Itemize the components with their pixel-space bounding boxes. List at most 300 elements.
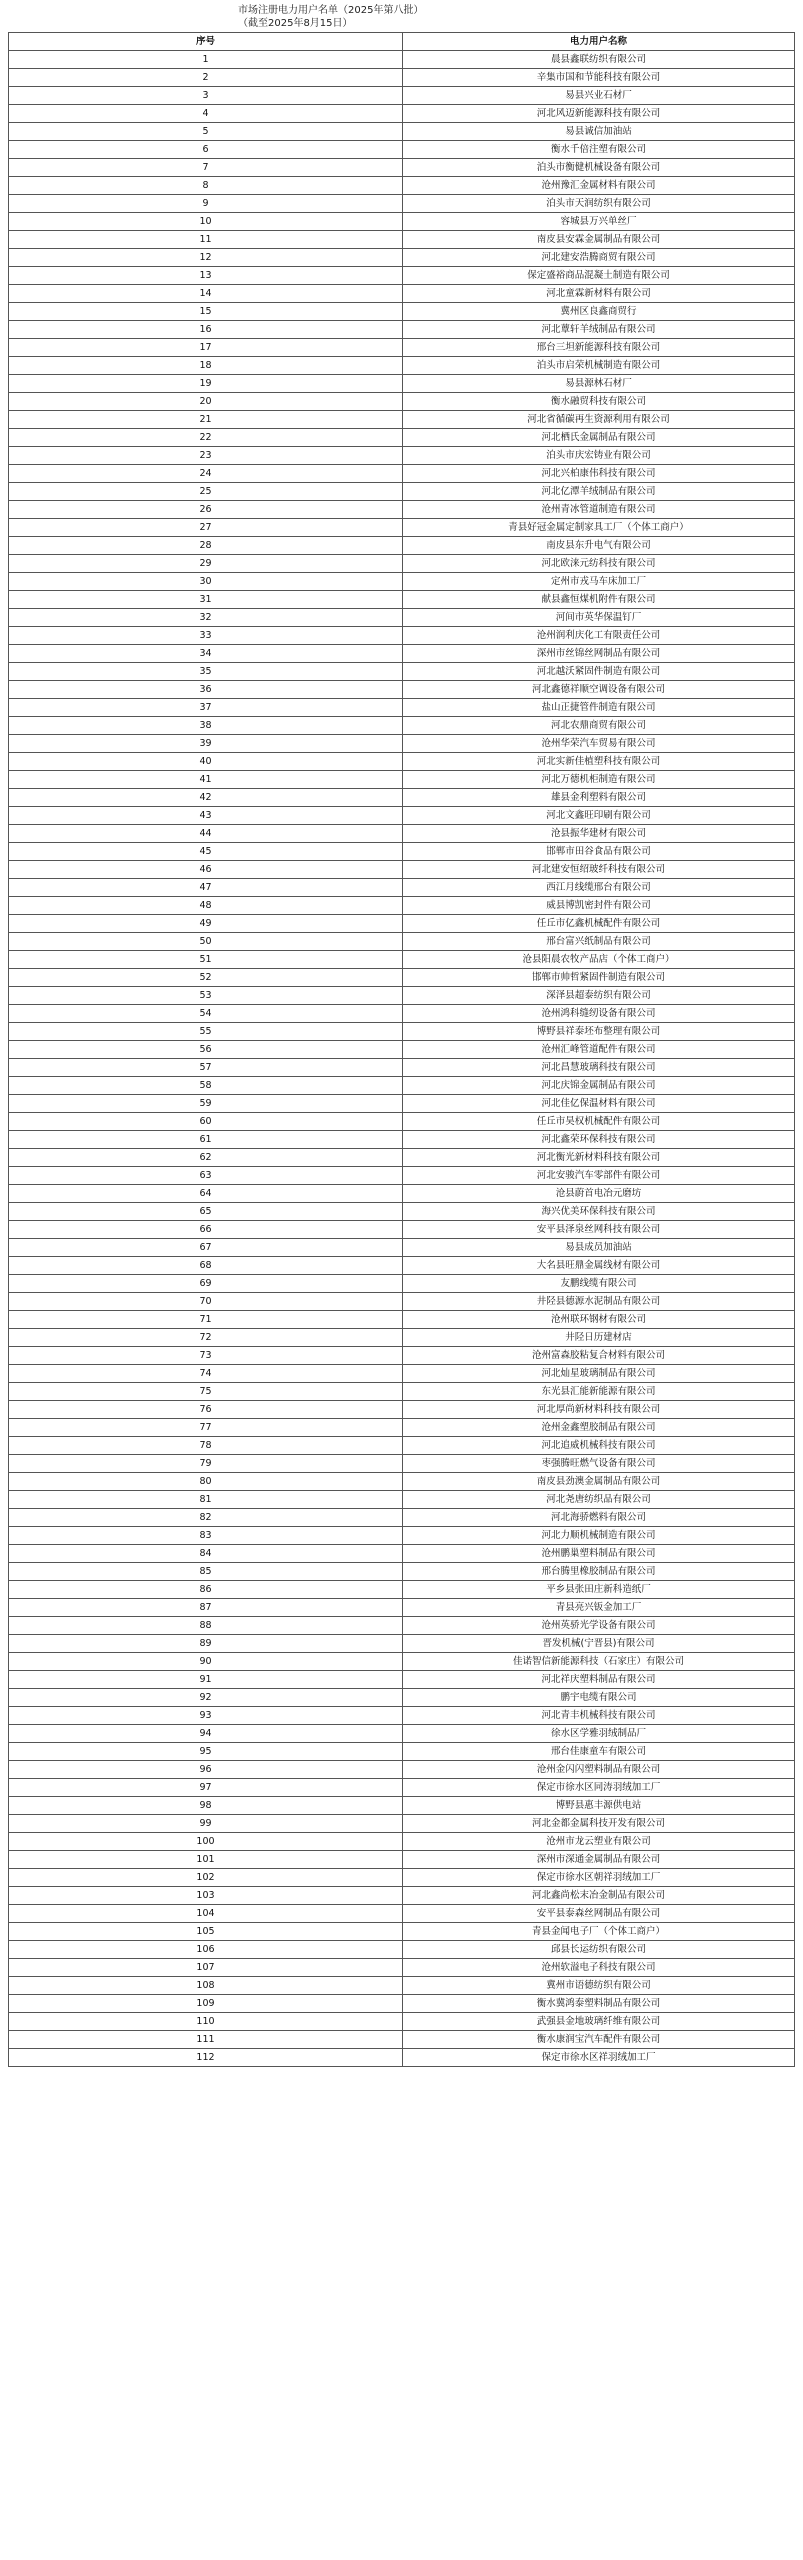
row-index: 44 <box>9 825 403 843</box>
row-index: 58 <box>9 1077 403 1095</box>
table-row <box>9 1095 795 1113</box>
table-row <box>9 231 795 249</box>
table-row <box>9 663 795 681</box>
row-index: 95 <box>9 1743 403 1761</box>
table-row <box>9 951 795 969</box>
table-row <box>9 1851 795 1869</box>
row-index: 24 <box>9 465 403 483</box>
table-row <box>9 519 795 537</box>
row-index: 34 <box>9 645 403 663</box>
row-user-name: 保定市徐水区朝祥羽绒加工厂 <box>403 1869 795 1887</box>
row-user-name: 任丘市昊权机械配件有限公司 <box>403 1113 795 1131</box>
table-row <box>9 1959 795 1977</box>
row-user-name: 邯郸市田谷食品有限公司 <box>403 843 795 861</box>
table-row <box>9 1041 795 1059</box>
row-index: 28 <box>9 537 403 555</box>
row-user-name: 青县好冠金属定制家具工厂（个体工商户） <box>403 519 795 537</box>
row-user-name: 河北衡光新材料科技有限公司 <box>403 1149 795 1167</box>
table-row <box>9 609 795 627</box>
row-index: 17 <box>9 339 403 357</box>
row-user-name: 邯郸市帅哲紧固件制造有限公司 <box>403 969 795 987</box>
row-index: 72 <box>9 1329 403 1347</box>
table-row <box>9 1365 795 1383</box>
row-user-name: 河北尧唐纺织品有限公司 <box>403 1491 795 1509</box>
table-row <box>9 537 795 555</box>
row-index: 21 <box>9 411 403 429</box>
table-row <box>9 1203 795 1221</box>
table-row <box>9 1689 795 1707</box>
table-row <box>9 447 795 465</box>
row-user-name: 河北风迈新能源科技有限公司 <box>403 105 795 123</box>
table-row <box>9 1671 795 1689</box>
table-row <box>9 1797 795 1815</box>
table-row <box>9 267 795 285</box>
row-user-name: 盐山正捷管件制造有限公司 <box>403 699 795 717</box>
row-user-name: 任丘市亿鑫机械配件有限公司 <box>403 915 795 933</box>
row-index: 16 <box>9 321 403 339</box>
row-index: 99 <box>9 1815 403 1833</box>
row-index: 4 <box>9 105 403 123</box>
row-index: 85 <box>9 1563 403 1581</box>
row-user-name: 河北童霖新材料有限公司 <box>403 285 795 303</box>
row-user-name: 南皮县安霖金属制品有限公司 <box>403 231 795 249</box>
table-row <box>9 1383 795 1401</box>
row-user-name: 深州市丝锦丝网制品有限公司 <box>403 645 795 663</box>
row-user-name: 河北文鑫旺印刷有限公司 <box>403 807 795 825</box>
row-user-name: 保定市徐水区祥羽绒加工厂 <box>403 2049 795 2067</box>
row-index: 25 <box>9 483 403 501</box>
table-row <box>9 861 795 879</box>
row-user-name: 沧州汇峰管道配件有限公司 <box>403 1041 795 1059</box>
table-row <box>9 51 795 69</box>
row-user-name: 南皮县劲澳金属制品有限公司 <box>403 1473 795 1491</box>
row-user-name: 沧州豫汇金属材料有限公司 <box>403 177 795 195</box>
row-index: 37 <box>9 699 403 717</box>
table-row <box>9 501 795 519</box>
row-index: 53 <box>9 987 403 1005</box>
row-user-name: 河北祥庆塑料制品有限公司 <box>403 1671 795 1689</box>
row-index: 61 <box>9 1131 403 1149</box>
column-header-index: 序号 <box>9 33 403 51</box>
row-user-name: 河北万德机柜制造有限公司 <box>403 771 795 789</box>
row-user-name: 冀州区良鑫商贸行 <box>403 303 795 321</box>
row-index: 46 <box>9 861 403 879</box>
row-index: 82 <box>9 1509 403 1527</box>
row-user-name: 河北佳亿保温材料有限公司 <box>403 1095 795 1113</box>
row-user-name: 青县金闻电子厂（个体工商户） <box>403 1923 795 1941</box>
row-index: 105 <box>9 1923 403 1941</box>
row-index: 97 <box>9 1779 403 1797</box>
row-index: 69 <box>9 1275 403 1293</box>
row-index: 68 <box>9 1257 403 1275</box>
table-row <box>9 969 795 987</box>
table-row <box>9 1473 795 1491</box>
table-row <box>9 843 795 861</box>
table-row <box>9 357 795 375</box>
table-row <box>9 1077 795 1095</box>
row-index: 40 <box>9 753 403 771</box>
row-index: 11 <box>9 231 403 249</box>
row-user-name: 河北鑫德祥顺空调设备有限公司 <box>403 681 795 699</box>
row-user-name: 西江月线缆邢台有限公司 <box>403 879 795 897</box>
row-user-name: 沧州鹏巢塑料制品有限公司 <box>403 1545 795 1563</box>
table-row <box>9 1761 795 1779</box>
row-user-name: 河北欧涞元纺科技有限公司 <box>403 555 795 573</box>
row-user-name: 东光县汇能新能源有限公司 <box>403 1383 795 1401</box>
row-index: 13 <box>9 267 403 285</box>
row-index: 20 <box>9 393 403 411</box>
row-index: 98 <box>9 1797 403 1815</box>
table-row <box>9 1131 795 1149</box>
row-user-name: 河北鑫荣环保科技有限公司 <box>403 1131 795 1149</box>
row-user-name: 沧州富森胶粘复合材料有限公司 <box>403 1347 795 1365</box>
column-header-name: 电力用户名称 <box>403 33 795 51</box>
table-row <box>9 1545 795 1563</box>
row-user-name: 冀州市语德纺织有限公司 <box>403 1977 795 1995</box>
row-user-name: 河北庆锦金属制品有限公司 <box>403 1077 795 1095</box>
table-row <box>9 1437 795 1455</box>
table-row <box>9 303 795 321</box>
row-index: 10 <box>9 213 403 231</box>
table-row <box>9 2031 795 2049</box>
row-index: 83 <box>9 1527 403 1545</box>
table-row <box>9 789 795 807</box>
row-user-name: 青县亮兴钣金加工厂 <box>403 1599 795 1617</box>
table-row <box>9 717 795 735</box>
row-index: 84 <box>9 1545 403 1563</box>
table-row <box>9 1977 795 1995</box>
row-index: 75 <box>9 1383 403 1401</box>
table-row <box>9 1005 795 1023</box>
row-index: 70 <box>9 1293 403 1311</box>
row-user-name: 沧州华荣汽车贸易有限公司 <box>403 735 795 753</box>
row-index: 74 <box>9 1365 403 1383</box>
table-row <box>9 1149 795 1167</box>
row-index: 36 <box>9 681 403 699</box>
row-index: 39 <box>9 735 403 753</box>
row-user-name: 河北省循碳再生资源利用有限公司 <box>403 411 795 429</box>
row-user-name: 邢台佳康童车有限公司 <box>403 1743 795 1761</box>
row-index: 49 <box>9 915 403 933</box>
row-index: 101 <box>9 1851 403 1869</box>
row-index: 42 <box>9 789 403 807</box>
table-row <box>9 375 795 393</box>
table-row <box>9 195 795 213</box>
table-row <box>9 807 795 825</box>
row-user-name: 友鹏线缆有限公司 <box>403 1275 795 1293</box>
table-row <box>9 1653 795 1671</box>
row-index: 33 <box>9 627 403 645</box>
row-user-name: 深州市深通金属制品有限公司 <box>403 1851 795 1869</box>
row-user-name: 衡水融贸科技有限公司 <box>403 393 795 411</box>
row-index: 109 <box>9 1995 403 2013</box>
row-user-name: 沧州青冰管道制造有限公司 <box>403 501 795 519</box>
row-index: 89 <box>9 1635 403 1653</box>
row-index: 60 <box>9 1113 403 1131</box>
row-index: 93 <box>9 1707 403 1725</box>
row-index: 27 <box>9 519 403 537</box>
row-user-name: 沧州金鑫塑胶制品有限公司 <box>403 1419 795 1437</box>
row-index: 15 <box>9 303 403 321</box>
table-row <box>9 483 795 501</box>
table-row <box>9 1221 795 1239</box>
row-index: 108 <box>9 1977 403 1995</box>
row-index: 12 <box>9 249 403 267</box>
row-index: 64 <box>9 1185 403 1203</box>
row-index: 90 <box>9 1653 403 1671</box>
table-row <box>9 1419 795 1437</box>
table-row <box>9 393 795 411</box>
row-index: 100 <box>9 1833 403 1851</box>
row-user-name: 枣强腾旺燃气设备有限公司 <box>403 1455 795 1473</box>
row-user-name: 晋发机械(宁晋县)有限公司 <box>403 1635 795 1653</box>
row-index: 56 <box>9 1041 403 1059</box>
table-row <box>9 987 795 1005</box>
row-user-name: 河北海骄燃料有限公司 <box>403 1509 795 1527</box>
row-index: 80 <box>9 1473 403 1491</box>
table-row <box>9 591 795 609</box>
row-index: 66 <box>9 1221 403 1239</box>
row-index: 1 <box>9 51 403 69</box>
row-index: 78 <box>9 1437 403 1455</box>
row-user-name: 河北安骏汽车零部件有限公司 <box>403 1167 795 1185</box>
table-row <box>9 1581 795 1599</box>
row-user-name: 沧州鸿科缝纫设备有限公司 <box>403 1005 795 1023</box>
table-row <box>9 213 795 231</box>
table-row <box>9 1401 795 1419</box>
row-index: 50 <box>9 933 403 951</box>
row-index: 31 <box>9 591 403 609</box>
row-index: 14 <box>9 285 403 303</box>
table-row <box>9 735 795 753</box>
table-row <box>9 1635 795 1653</box>
table-row <box>9 2013 795 2031</box>
row-index: 52 <box>9 969 403 987</box>
row-user-name: 武强县金地玻璃纤维有限公司 <box>403 2013 795 2031</box>
row-index: 112 <box>9 2049 403 2067</box>
table-row <box>9 1923 795 1941</box>
document-header <box>0 0 803 30</box>
table-row <box>9 141 795 159</box>
row-user-name: 河北建安恒绍玻纤科技有限公司 <box>403 861 795 879</box>
table-row <box>9 1887 795 1905</box>
row-user-name: 河北青丰机械科技有限公司 <box>403 1707 795 1725</box>
table-header-row <box>9 33 795 51</box>
row-index: 8 <box>9 177 403 195</box>
table-row <box>9 1257 795 1275</box>
table-row <box>9 1329 795 1347</box>
document-subtitle: （截至2025年8月15日） <box>238 18 353 29</box>
row-user-name: 佳诺智信新能源科技（石家庄）有限公司 <box>403 1653 795 1671</box>
table-row <box>9 1995 795 2013</box>
row-index: 48 <box>9 897 403 915</box>
row-index: 41 <box>9 771 403 789</box>
row-user-name: 邢台富兴纸制品有限公司 <box>403 933 795 951</box>
row-user-name: 沧县蔚首电冶元磨坊 <box>403 1185 795 1203</box>
table-row <box>9 87 795 105</box>
table-row <box>9 1275 795 1293</box>
table-row <box>9 177 795 195</box>
row-index: 65 <box>9 1203 403 1221</box>
row-user-name: 沧州英骄光学设备有限公司 <box>403 1617 795 1635</box>
row-user-name: 河北实新佳植塑科技有限公司 <box>403 753 795 771</box>
table-row <box>9 1185 795 1203</box>
table-row <box>9 879 795 897</box>
table-row <box>9 1743 795 1761</box>
row-user-name: 河北追威机械科技有限公司 <box>403 1437 795 1455</box>
row-index: 86 <box>9 1581 403 1599</box>
row-user-name: 泊头市启荣机械制造有限公司 <box>403 357 795 375</box>
row-index: 79 <box>9 1455 403 1473</box>
row-index: 73 <box>9 1347 403 1365</box>
row-user-name: 邱县长运纺织有限公司 <box>403 1941 795 1959</box>
table-row <box>9 429 795 447</box>
row-user-name: 雄县金利塑料有限公司 <box>403 789 795 807</box>
row-user-name: 河北蕈轩羊绒制品有限公司 <box>403 321 795 339</box>
table-row <box>9 1617 795 1635</box>
table-row <box>9 1167 795 1185</box>
row-user-name: 安平县泰森丝网制品有限公司 <box>403 1905 795 1923</box>
row-user-name: 沧州润利庆化工有限责任公司 <box>403 627 795 645</box>
row-index: 5 <box>9 123 403 141</box>
row-index: 111 <box>9 2031 403 2049</box>
table-row <box>9 285 795 303</box>
row-index: 107 <box>9 1959 403 1977</box>
table-row <box>9 1725 795 1743</box>
row-user-name: 易县成员加油站 <box>403 1239 795 1257</box>
row-user-name: 衡水冀鸿泰塑料制品有限公司 <box>403 1995 795 2013</box>
row-index: 9 <box>9 195 403 213</box>
row-index: 63 <box>9 1167 403 1185</box>
row-user-name: 河北力顺机械制造有限公司 <box>403 1527 795 1545</box>
row-user-name: 定州市戎马车床加工厂 <box>403 573 795 591</box>
row-user-name: 安平县泽泉丝网科技有限公司 <box>403 1221 795 1239</box>
row-user-name: 沧州联环钢材有限公司 <box>403 1311 795 1329</box>
table-row <box>9 2049 795 2067</box>
table-row <box>9 1491 795 1509</box>
row-user-name: 海兴优美环保科技有限公司 <box>403 1203 795 1221</box>
table-row <box>9 1563 795 1581</box>
row-user-name: 河北越沃紧固件制造有限公司 <box>403 663 795 681</box>
table-row <box>9 555 795 573</box>
row-index: 71 <box>9 1311 403 1329</box>
row-user-name: 河北昌慧玻璃科技有限公司 <box>403 1059 795 1077</box>
table-row <box>9 915 795 933</box>
row-user-name: 衡水康润宝汽车配件有限公司 <box>403 2031 795 2049</box>
row-index: 38 <box>9 717 403 735</box>
row-user-name: 保定盛裕商品混凝土制造有限公司 <box>403 267 795 285</box>
row-index: 91 <box>9 1671 403 1689</box>
table-row <box>9 1527 795 1545</box>
row-index: 54 <box>9 1005 403 1023</box>
row-index: 3 <box>9 87 403 105</box>
row-index: 76 <box>9 1401 403 1419</box>
row-index: 88 <box>9 1617 403 1635</box>
row-index: 59 <box>9 1095 403 1113</box>
row-index: 62 <box>9 1149 403 1167</box>
row-user-name: 深泽县超泰纺织有限公司 <box>403 987 795 1005</box>
row-index: 6 <box>9 141 403 159</box>
row-user-name: 保定市徐水区同涛羽绒加工厂 <box>403 1779 795 1797</box>
row-user-name: 邢台腾里橡胶制品有限公司 <box>403 1563 795 1581</box>
table-row <box>9 1023 795 1041</box>
table-row <box>9 1509 795 1527</box>
table-row <box>9 69 795 87</box>
table-row <box>9 1941 795 1959</box>
table-row <box>9 627 795 645</box>
table-row <box>9 1113 795 1131</box>
row-user-name: 沧州金闪闪塑料制品有限公司 <box>403 1761 795 1779</box>
row-user-name: 泊头市衡健机械设备有限公司 <box>403 159 795 177</box>
row-index: 23 <box>9 447 403 465</box>
table-row <box>9 123 795 141</box>
row-index: 92 <box>9 1689 403 1707</box>
row-index: 2 <box>9 69 403 87</box>
row-index: 32 <box>9 609 403 627</box>
table-row <box>9 897 795 915</box>
row-index: 47 <box>9 879 403 897</box>
table-body <box>9 51 795 2067</box>
row-user-name: 沧县阳晨农牧产品店（个体工商户） <box>403 951 795 969</box>
table-row <box>9 1455 795 1473</box>
row-index: 87 <box>9 1599 403 1617</box>
row-user-name: 南皮县东升电气有限公司 <box>403 537 795 555</box>
table-row <box>9 753 795 771</box>
row-user-name: 邢台三坦新能源科技有限公司 <box>403 339 795 357</box>
row-index: 51 <box>9 951 403 969</box>
row-index: 29 <box>9 555 403 573</box>
row-user-name: 河北建安浩腾商贸有限公司 <box>403 249 795 267</box>
table-row <box>9 465 795 483</box>
row-index: 103 <box>9 1887 403 1905</box>
user-list-table <box>8 32 795 2067</box>
table-row <box>9 573 795 591</box>
table-row <box>9 825 795 843</box>
row-user-name: 易县诚信加油站 <box>403 123 795 141</box>
row-index: 18 <box>9 357 403 375</box>
row-index: 94 <box>9 1725 403 1743</box>
table-row <box>9 1599 795 1617</box>
table-row <box>9 771 795 789</box>
row-index: 104 <box>9 1905 403 1923</box>
table-row <box>9 1707 795 1725</box>
row-user-name: 河北灿星玻璃制品有限公司 <box>403 1365 795 1383</box>
row-index: 110 <box>9 2013 403 2031</box>
row-user-name: 鹏宇电缆有限公司 <box>403 1689 795 1707</box>
table-row <box>9 1779 795 1797</box>
row-index: 22 <box>9 429 403 447</box>
table-row <box>9 1869 795 1887</box>
row-user-name: 河北厚尚新材料科技有限公司 <box>403 1401 795 1419</box>
table-row <box>9 1311 795 1329</box>
row-index: 26 <box>9 501 403 519</box>
table-row <box>9 105 795 123</box>
row-index: 57 <box>9 1059 403 1077</box>
row-user-name: 沧县振华建材有限公司 <box>403 825 795 843</box>
table-row <box>9 1059 795 1077</box>
row-user-name: 献县鑫恒煤机附件有限公司 <box>403 591 795 609</box>
row-user-name: 河北鑫尚松末冶金制品有限公司 <box>403 1887 795 1905</box>
row-user-name: 河北栖氏金属制品有限公司 <box>403 429 795 447</box>
table-row <box>9 249 795 267</box>
row-user-name: 大名县旺鼎金属线材有限公司 <box>403 1257 795 1275</box>
row-user-name: 泊头市庆宏铸业有限公司 <box>403 447 795 465</box>
row-user-name: 井陉县德源水泥制品有限公司 <box>403 1293 795 1311</box>
row-user-name: 河北亿潭羊绒制品有限公司 <box>403 483 795 501</box>
table-row <box>9 1833 795 1851</box>
row-user-name: 徐水区学雅羽绒制品厂 <box>403 1725 795 1743</box>
row-index: 43 <box>9 807 403 825</box>
